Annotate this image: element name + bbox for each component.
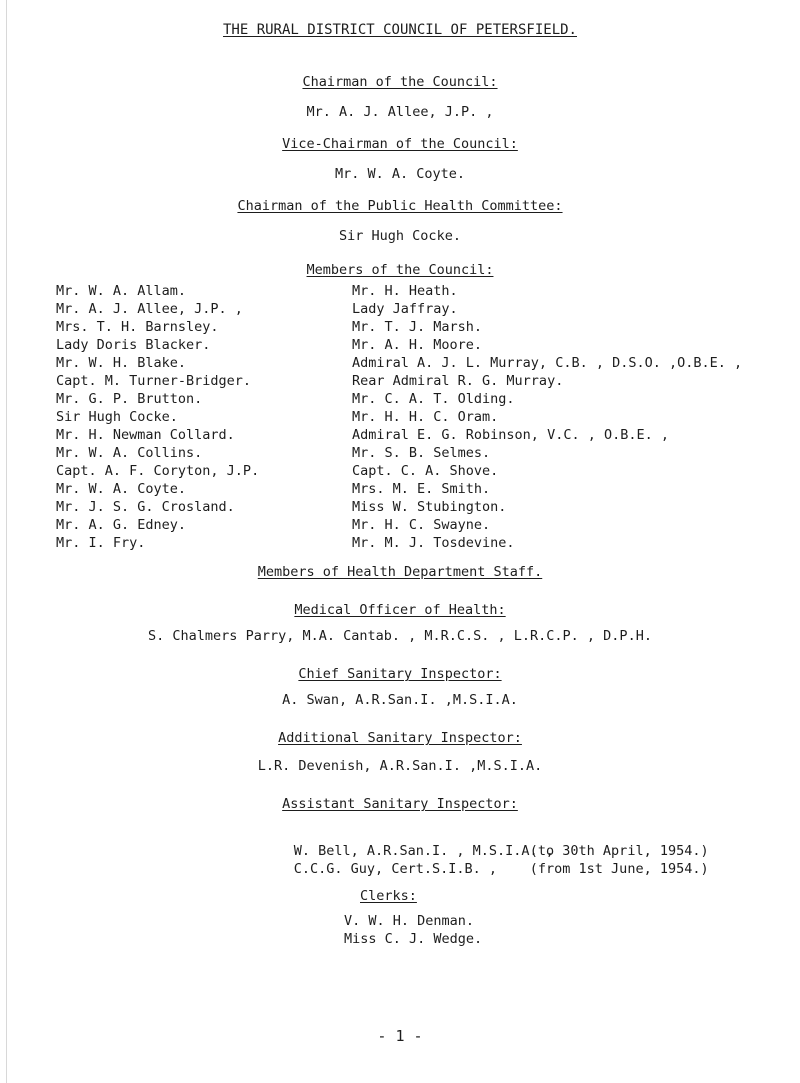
medical-officer-heading: Medical Officer of Health: <box>294 602 506 618</box>
member-name: Capt. C. A. Shove. <box>352 463 499 479</box>
member-name: Lady Jaffray. <box>352 301 458 317</box>
member-name: Mr. W. H. Blake. <box>56 355 187 371</box>
member-name: Mr. G. P. Brutton. <box>56 391 203 407</box>
member-name: Capt. M. Turner-Bridger. <box>56 373 252 389</box>
member-name: Mr. T. J. Marsh. <box>352 319 483 335</box>
staff-heading: Members of Health Department Staff. <box>257 564 543 580</box>
page-number: - 1 - <box>377 1027 423 1045</box>
chairman-name: Mr. A. J. Allee, J.P. , <box>306 104 494 120</box>
member-name: Admiral A. J. L. Murray, C.B. , D.S.O. ,O.B.E. , <box>352 355 743 371</box>
member-name: Mr. S. B. Selmes. <box>352 445 491 461</box>
member-name: Rear Admiral R. G. Murray. <box>352 373 564 389</box>
clerk-name: Miss C. J. Wedge. <box>344 931 483 947</box>
assistant-inspector-row <box>245 842 709 877</box>
member-name: Mrs. M. E. Smith. <box>352 481 491 497</box>
member-name: Mr. J. S. G. Crosland. <box>56 499 235 515</box>
assistant-inspector-list <box>245 824 709 877</box>
member-name: Mr. W. A. Allam. <box>56 283 187 299</box>
member-name: Mr. I. Fry. <box>56 535 146 551</box>
health-committee-heading: Chairman of the Public Health Committee: <box>237 198 563 214</box>
member-name: Mr. H. H. C. Oram. <box>352 409 499 425</box>
member-name: Mr. H. Newman Collard. <box>56 427 235 443</box>
assistant-inspector-heading: Assistant Sanitary Inspector: <box>282 796 518 812</box>
member-name: Mr. C. A. T. Olding. <box>352 391 515 407</box>
member-name: Mr. A. J. Allee, J.P. , <box>56 301 243 317</box>
chief-inspector-heading: Chief Sanitary Inspector: <box>298 666 502 682</box>
assistant-inspector-row <box>245 824 709 859</box>
member-name: Mr. A. G. Edney. <box>56 517 187 533</box>
member-name: Miss W. Stubington. <box>352 499 507 515</box>
vice-chairman-name: Mr. W. A. Coyte. <box>334 166 466 182</box>
member-name: Admiral E. G. Robinson, V.C. , O.B.E. , <box>352 427 669 443</box>
assistant-inspector-period: (from 1st June, 1954.) <box>529 861 709 877</box>
member-name: Mr. A. H. Moore. <box>352 337 483 353</box>
medical-officer-name: S. Chalmers Parry, M.A. Cantab. , M.R.C.S. , L.R.C.P. , D.P.H. <box>148 628 652 644</box>
vice-chairman-heading: Vice-Chairman of the Council: <box>282 136 518 152</box>
member-name: Capt. A. F. Coryton, J.P. <box>56 463 260 479</box>
clerks-heading: Clerks: <box>360 888 417 904</box>
additional-inspector-heading: Additional Sanitary Inspector: <box>278 730 522 746</box>
page-edge-shadow <box>6 0 7 1083</box>
chairman-heading: Chairman of the Council: <box>302 74 498 90</box>
clerk-name: V. W. H. Denman. <box>344 913 475 929</box>
members-right-column <box>352 282 742 552</box>
member-name: Sir Hugh Cocke. <box>56 409 178 425</box>
clerks-list <box>344 912 482 948</box>
member-name: Mr. W. A. Coyte. <box>56 481 187 497</box>
members-left-column <box>56 282 259 552</box>
member-name: Mrs. T. H. Barnsley. <box>56 319 219 335</box>
assistant-inspector-name: C.C.G. Guy, Cert.S.I.B. , <box>293 861 497 877</box>
member-name: Mr. M. J. Tosdevine. <box>352 535 515 551</box>
additional-inspector-name: L.R. Devenish, A.R.San.I. ,M.S.I.A. <box>257 758 543 774</box>
member-name: Mr. H. Heath. <box>352 283 458 299</box>
members-heading: Members of the Council: <box>306 262 494 278</box>
document-title: THE RURAL DISTRICT COUNCIL OF PETERSFIELD. <box>222 22 577 38</box>
chief-inspector-name: A. Swan, A.R.San.I. ,M.S.I.A. <box>282 692 518 708</box>
member-name: Lady Doris Blacker. <box>56 337 211 353</box>
assistant-inspector-name: W. Bell, A.R.San.I. , M.S.I.A. , <box>293 843 554 859</box>
health-committee-name: Sir Hugh Cocke. <box>339 228 461 244</box>
assistant-inspector-period: (to 30th April, 1954.) <box>529 843 709 859</box>
member-name: Mr. H. C. Swayne. <box>352 517 491 533</box>
member-name: Mr. W. A. Collins. <box>56 445 203 461</box>
